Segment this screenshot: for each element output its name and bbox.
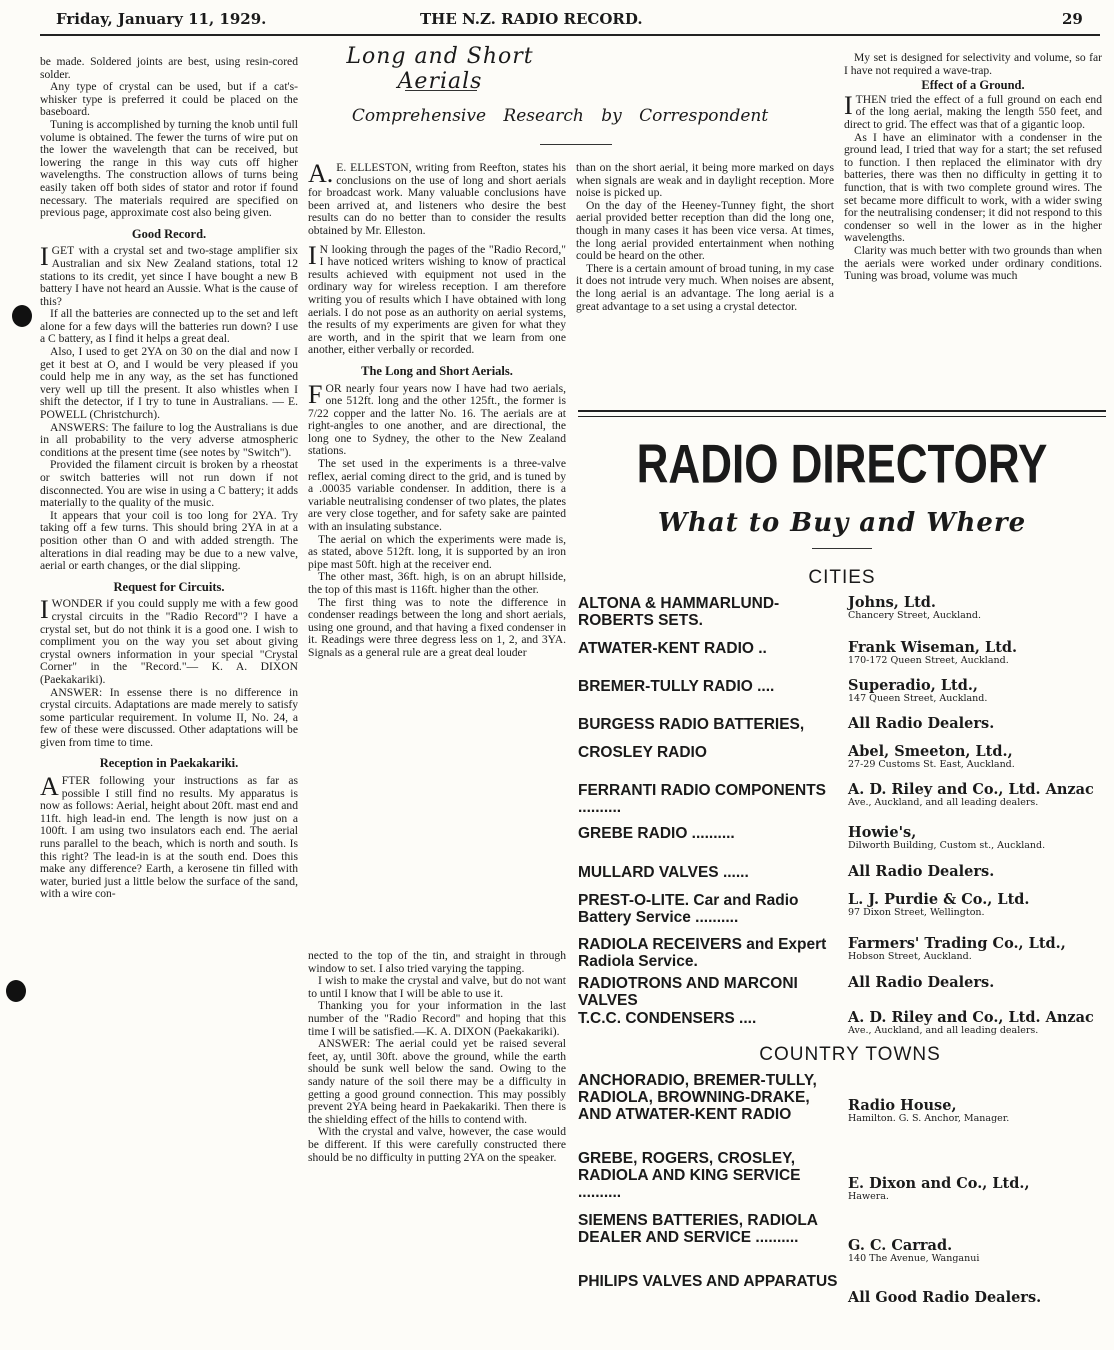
city-dealer [848,716,1108,731]
dealer-name: All Good Radio Dealers. [848,1289,1042,1306]
paragraph: ANSWER: The aerial could yet be raised several feet, ay, until 30ft. above the ground, while the earth should be sunk well below the sand. Owing to the sandy nature of the soil there may be a difficulty in getting a good ground connection. This may possibly prevent 2YA being heard in Paekakariki. Then there is the shielding effect of the hills to contend with. [308,1037,566,1126]
dealer-address: Hobson Street, Auckland. [848,951,972,962]
city-dealer [848,864,1108,879]
dealer-name: Radio House, [848,1097,957,1114]
publication-title: THE N.Z. RADIO RECORD. [420,10,643,28]
dealer-name: Johns, Ltd. [848,594,936,611]
city-product: RADIOLA RECEIVERS and Expert Radiola Service. [578,936,827,970]
dealer-address: 147 Queen Street, Auckland. [848,693,988,704]
dealer-name: Farmers' Trading Co., Ltd., [848,935,1066,952]
country-dealer [848,1238,1108,1264]
directory-rule [578,416,1106,417]
article-subtitle: Comprehensive Research by Correspondent [351,106,769,126]
paragraph: My set is designed for selectivity and volume, so far I have not required a wave-trap. [844,52,1102,77]
drop-cap: I [40,242,49,272]
paragraph: On the day of the Heeney-Tunney fight, the short aerial provided better reception than did the long one, though in many cases it has been vice versa. At times, the long aerial provided entertainment when nothing could be heard on the other. [576,198,834,263]
paragraph: I N looking through the pages of the "Radio Record," I have noticed writers wishing to know of practical results achieved with equipment not used in the ordinary way for wireless reception. I am therefore writing you of results which I have obtained with long aerials. I do not pose as an authority on aerial systems, the results of my experiments are given for what they are worth, and in the spirit that we learn from one another, either verbally or recorded. [308,240,566,357]
dealer-address: 140 The Avenue, Wanganui [848,1253,980,1264]
city-dealer [848,975,1108,990]
paragraph: Clarity was much better with two grounds than when the aerials were worked under ordinary conditions. Tuning was broad, volume was much [844,243,1102,283]
dealer-name: Abel, Smeeton, Ltd., [848,743,1013,760]
city-dealer [848,782,1108,808]
paragraph: There is a certain amount of broad tuning, in my case it does not intrude very much. When noises are absent, the long aerial is an advantage. The long aerial is a great advantage to a set using a crystal detector. [576,261,834,313]
city-product: MULLARD VALVES ...... [578,864,749,881]
city-dealer [848,744,1108,770]
city-product: ATWATER-KENT RADIO .. [578,640,767,657]
article-title: Long and Short Aerials [346,44,534,94]
page-header [0,10,1114,34]
column-article [308,162,566,914]
dealer-address: Ave., Auckland, and all leading dealers. [848,797,1039,808]
paragraph: Also, I used to get 2YA on 30 on the dial and now I get it best at O, and I would be very pleased if you could help me in any way, as the set has functioned very well up till the present. It also whistles when I shift the detector, if I try to tune in Australians. — E. POWELL (Christchurch). [40,345,298,422]
city-product: PREST-O-LITE. Car and Radio Battery Service .......... [578,892,799,926]
city-dealer [848,640,1108,666]
city-product: GREBE RADIO .......... [578,825,735,842]
dealer-name: Frank Wiseman, Ltd. [848,639,1018,656]
dealer-name: All Radio Dealers. [848,715,995,732]
paragraph: IGET with a crystal set and two-stage amplifier six Australian and six New Zealand stations, total 12 stations to its credit, yet since I have bought a new B battery I have not heard an Aussie. What is the cause of this? [40,242,298,308]
drop-cap: I [308,240,317,270]
paragraph: ANSWERS: The failure to log the Australians is due in all probability to the very adverse atmospheric conditions at the present time (see notes by "Switch"). [40,420,298,459]
dealer-name: All Radio Dealers. [848,863,995,880]
dealer-name: A. D. Riley and Co., Ltd. Anzac [848,781,1094,798]
dealer-address: Dilworth Building, Custom st., Auckland. [848,840,1046,851]
column-continuation [308,950,566,1345]
header-rule [40,34,1100,36]
paragraph: than on the short aerial, it being more marked on days when signals are weak and in daylight reception. More noise is picked up. [576,162,834,200]
city-product: CROSLEY RADIO [578,744,707,761]
issue-date: Friday, January 11, 1929. [56,10,267,28]
country-dealer [848,1098,1108,1124]
paragraph: If all the batteries are connected up to the set and left alone for a few days will the batteries run down? I use a C battery, as I find it helps a great deal. [40,307,298,346]
country-product: SIEMENS BATTERIES, RADIOLA DEALER AND SERVICE .......... [578,1212,818,1246]
city-dealer [848,892,1108,918]
paragraph: ANSWER: In essense there is no difference in crystal circuits. Adaptations are made merely to satisfy some particular requirement. In volume II, No. 24, a few of these were discussed. Other adaptations will be given from time to time. [40,685,298,749]
divider [812,548,872,549]
drop-cap: I [844,90,853,120]
dealer-name: E. Dixon and Co., Ltd., [848,1175,1030,1192]
binding-hole [6,980,26,1002]
paragraph: FOR nearly four years now I have had two aerials, one 512ft. long and the other 125ft., the former is 7/22 copper and the latter No. 16. The aerials are at right-angles to one another, and are directional, the long one to Sydney, the other to the New Zealand stations. [308,379,566,458]
dealer-address: 170-172 Queen Street, Auckland. [848,655,1009,666]
divider [540,144,612,145]
city-product: BREMER-TULLY RADIO .... [578,678,775,695]
city-product: ALTONA & HAMMARLUND-ROBERTS SETS. [578,595,780,629]
paragraph: nected to the top of the tin, and straight in through window to set. I also tried varying the tapping. [308,950,566,975]
country-product: GREBE, ROGERS, CROSLEY, RADIOLA AND KING SERVICE .......... [578,1150,801,1201]
country-dealer [848,1290,1108,1305]
paragraph: With the crystal and valve, however, the case would be different. If this were carefully constructed there should be no difficulty in putting 2YA on the speaker. [308,1125,566,1164]
section-heading: The Long and Short Aerials. [361,363,513,378]
paragraph: be made. Soldered joints are best, using resin-cored solder. [40,56,298,81]
dealer-address: 27-29 Customs St. East, Auckland. [848,759,1015,770]
dealer-address: Hamilton. G. S. Anchor, Manager. [848,1113,1010,1124]
paragraph: As I have an eliminator with a condenser in the ground lead, I tried that way for a start; the set refused to function. I then replaced the eliminator with dry batteries, there was then no difficulty in getting it to function, that is with two complete ground wires. The set became more difficult to work, with a wider swing for the neutralising condenser; it did not respond to this condenser so well in the lower as in the higher wavelengths. [844,130,1102,245]
city-product: T.C.C. CONDENSERS .... [578,1010,757,1027]
dealer-address: 97 Dixon Street, Wellington. [848,907,985,918]
paragraph: The first thing was to note the difference in condenser readings between the long and short aerials, using one ground, and that having a fixed condenser in it. Readings were three degress less on 1, 2, and 3YA. Signals as a general rule are a great deal louder [308,595,566,659]
paragraph: Any type of crystal can be used, but if a cat's-whisker type is preferred it could be placed on the baseboard. [40,80,298,119]
drop-cap: F [308,379,323,409]
paragraph: Thanking you for your information in the last number of the "Radio Record" and hoping that this time I will be satisfied.—K. A. DIXON (Paekakariki). [308,999,566,1038]
paragraph: The other mast, 36ft. high, is on an abrupt hillside, the top of this mast is 116ft. higher than the other. [308,570,566,596]
dealer-name: G. C. Carrad. [848,1237,953,1254]
country-dealer [848,1176,1108,1202]
dealer-name: Howie's, [848,824,917,841]
paragraph: IWONDER if you could supply me with a few good crystal circuits in the "Radio Record"? I have a crystal set, but do not think it is a good one. I wish to compliment you on the way you set about giving crystal owners information in your special "Crystal Corner" in the "Record."— K. A. DIXON (Paekakariki). [40,595,298,686]
column-article-cont [576,162,834,407]
drop-cap: A. [308,162,334,188]
paragraph: The set used in the experiments is a three-valve reflex, aerial coming direct to the grid, and is tuned by a .00035 variable condenser. In addition, there is a variable neutralising condenser of two plates, the plates are very close together, and for safety sake are painted with an insulating substance. [308,457,566,534]
city-dealer [848,595,1108,621]
directory-title: RADIO DIRECTORY [636,433,1048,495]
city-product: FERRANTI RADIO COMPONENTS .......... [578,782,826,816]
paragraph: It appears that your coil is too long for 2YA. Try taking off a few turns. This should bring 2YA in at a position other than O and with added strength. The alterations in dial reading may be due to a new valve, aerial or earth changes, or the dial slipping. [40,508,298,573]
paragraph: The aerial on which the experiments were made is, as stated, above 512ft. long, it is supported by an iron pipe mast 50ft. high at the receiver end. [308,532,566,571]
city-product: RADIOTRONS AND MARCONI VALVES [578,975,798,1009]
dealer-address: Ave., Auckland, and all leading dealers. [848,1025,1039,1036]
column-letters [40,56,298,1346]
dealer-name: All Radio Dealers. [848,974,995,991]
paragraph: A. E. ELLESTON, writing from Reefton, states his conclusions on the use of long and short aerials for broadcast work. Many valuable conclusions have been arrived at, and listeners who desire the best results can do no better than to consider the results obtained by Mr. Elleston. [308,162,566,237]
city-dealer [848,678,1108,704]
paragraph: AFTER following your instructions as far as possible I still find no results. My apparatus is now as follows: Aerial, height about 20ft. mast end and 11ft. high lead-in end. The length is now just on a 100ft. I am using two insulators each end. The aerial runs parallel to the beach, which is north and south. Is this right? The lead-in is at the south end. Does this make any difference? Earth, a kerosene tin filled with water, buried just a little below the surface of the sand, with a wire con- [40,772,298,901]
city-dealer [848,936,1108,962]
cities-heading: CITIES [808,567,876,588]
paragraph: ITHEN tried the effect of a full ground on each end of the long aerial, making the length 550 feet, and direct to grid. The effect was that of a gigantic loop. [844,90,1102,131]
city-product: BURGESS RADIO BATTERIES, [578,716,805,733]
country-product: PHILIPS VALVES AND APPARATUS [578,1273,838,1290]
section-heading: Good Record. [131,226,207,241]
divider [405,90,477,91]
dealer-address: Hawera. [848,1191,889,1202]
country-product: ANCHORADIO, BREMER-TULLY, RADIOLA, BROWNING-DRAKE, AND ATWATER-KENT RADIO [578,1072,817,1123]
dealer-name: A. D. Riley and Co., Ltd. Anzac [848,1009,1094,1026]
paragraph: Provided the filament circuit is broken by a rheostat or switch batteries will not run down if not disconnected. You are wise in using a C battery; it adds materially to the quality of the music. [40,458,298,510]
paragraph: I wish to make the crystal and valve, but do not want to until I know that I will be able to use it. [308,974,566,1000]
dealer-name: L. J. Purdie & Co., Ltd. [848,891,1030,908]
dealer-address: Chancery Street, Auckland. [848,610,981,621]
dealer-name: Superadio, Ltd., [848,677,978,694]
section-heading: Request for Circuits. [113,579,225,594]
drop-cap: I [40,595,49,625]
directory-rule [578,410,1106,412]
section-heading: Effect of a Ground. [921,78,1025,93]
country-towns-heading: COUNTRY TOWNS [759,1044,941,1065]
paragraph: Tuning is accomplished by turning the knob until full volume is obtained. The fewer the turns of wire put on the lower the wavelength that can be received, but lowering the range in this way cuts off higher wavelengths. The construction allows of turns being easily taken off both sides of stator and rotor if found necessary. The materials required are specified on previous page, approximate cost also being given. [40,117,298,220]
column-article-cont [844,52,1102,407]
binding-hole [12,305,32,327]
city-dealer [848,1010,1108,1036]
city-dealer [848,825,1108,851]
section-heading: Reception in Paekakariki. [99,756,239,771]
directory-subtitle: What to Buy and Where [657,508,1027,538]
page-number: 29 [1062,10,1083,28]
drop-cap: A [40,772,59,802]
